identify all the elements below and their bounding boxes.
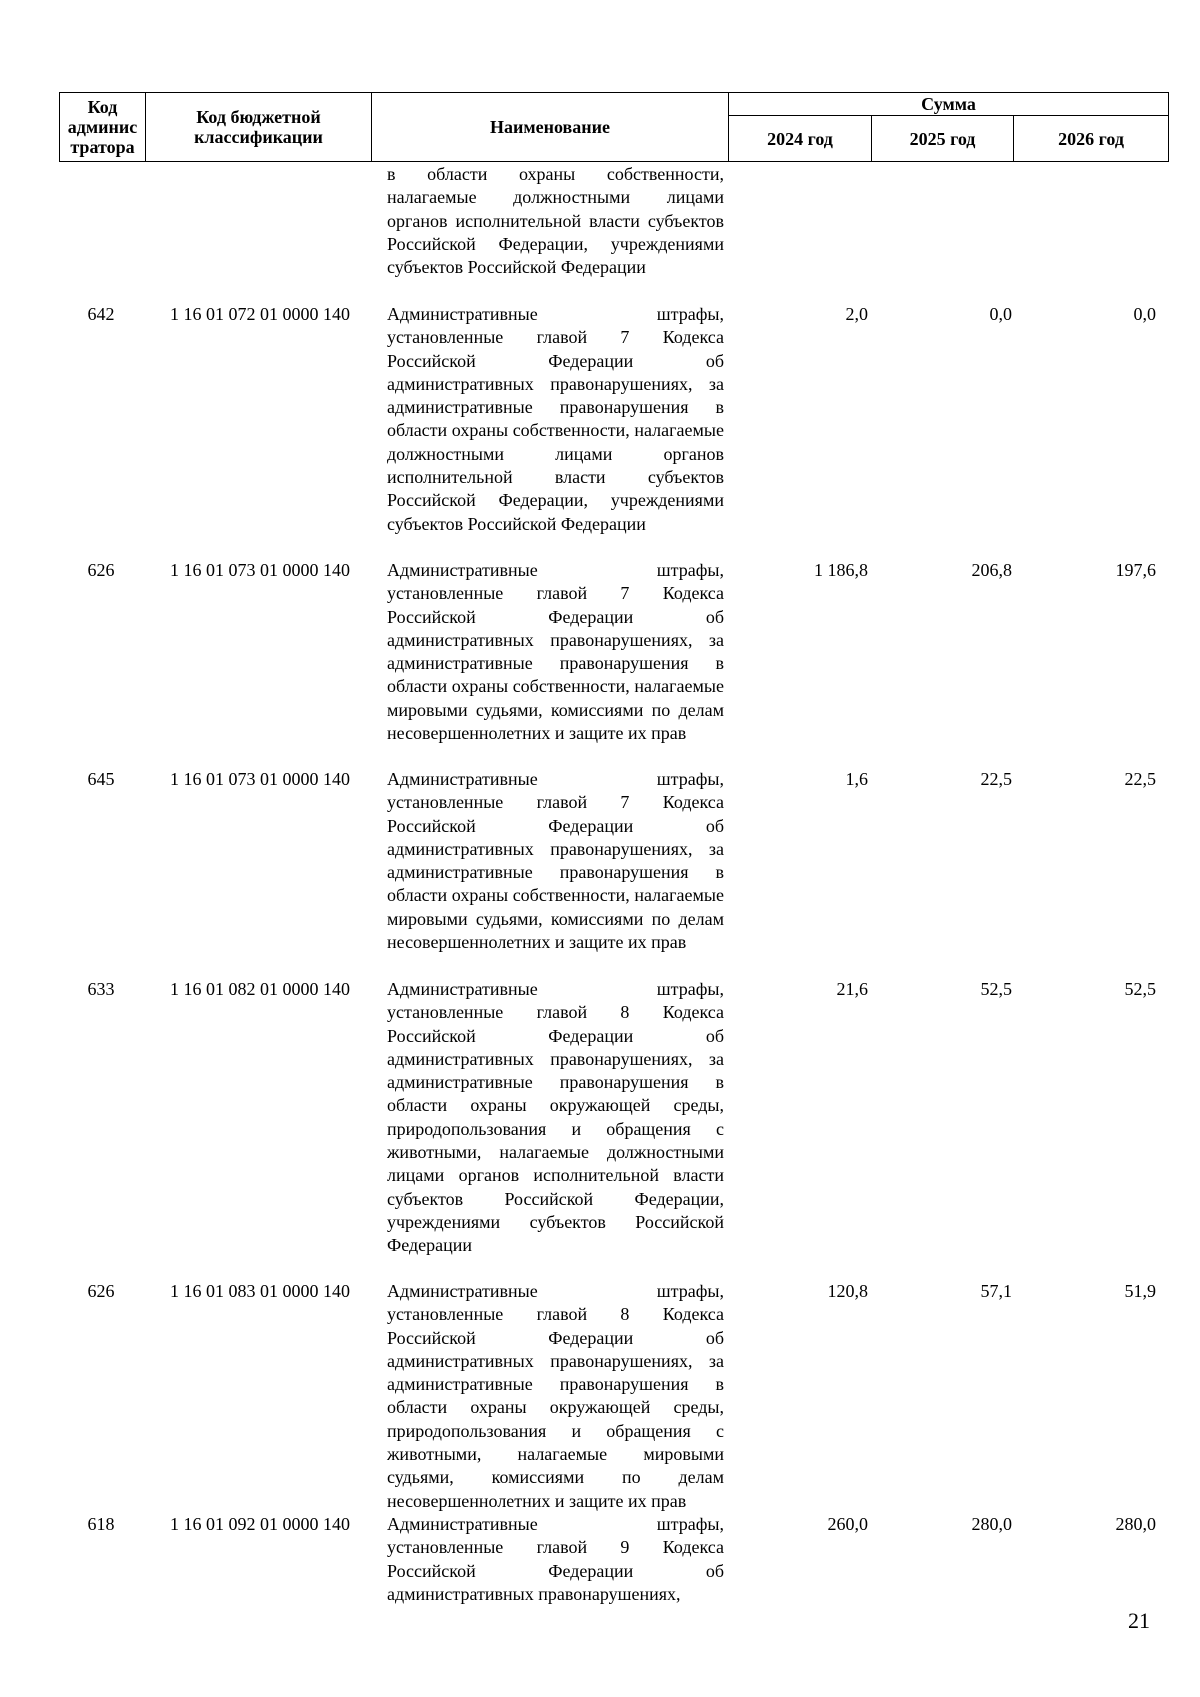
amount-2026: 280,0 (1115, 1514, 1156, 1534)
header-budget-code: Код бюджетной классификации (146, 93, 372, 162)
amount-2025: 22,5 (980, 769, 1012, 789)
header-year-2026: 2026 год (1014, 116, 1169, 162)
revenue-name: Административные штрафы, установленные главой 7 Кодекса Российской Федерации об административных правонарушениях, за административные правонарушения в области охраны собственности, налагаемые мировыми судьями, комиссиями по делам несовершеннолетних и защите их прав (387, 769, 724, 953)
admin-code: 618 (87, 1514, 115, 1534)
budget-code: 1 16 01 073 01 0000 140 (170, 560, 350, 580)
amount-2026: 22,5 (1124, 769, 1156, 789)
amount-2024: 1 186,8 (814, 560, 868, 580)
amount-2026: 51,9 (1124, 1281, 1156, 1301)
amount-2024: 120,8 (827, 1281, 868, 1301)
revenue-name: Административные штрафы, установленные главой 7 Кодекса Российской Федерации об административных правонарушениях, за административные правонарушения в области охраны собственности, налагаемые должностными лицами органов исполнительной власти субъектов Российской Федерации, учреждениями субъектов Российской Федерации (387, 304, 724, 534)
table-header (59, 92, 1169, 162)
revenue-name: Административные штрафы, установленные главой 8 Кодекса Российской Федерации об административных правонарушениях, за административные правонарушения в области охраны окружающей среды, природопользования и обращения с животными, налагаемые должностными лицами органов исполнительной власти субъектов Российской Федерации, учреждениями субъектов Российской Федерации (387, 979, 724, 1256)
amount-2025: 57,1 (980, 1281, 1012, 1301)
budget-code: 1 16 01 083 01 0000 140 (170, 1281, 350, 1301)
revenue-name: Административные штрафы, установленные главой 8 Кодекса Российской Федерации об административных правонарушениях, за административные правонарушения в области охраны окружающей среды, природопользования и обращения с животными, налагаемые мировыми судьями, комиссиями по делам несовершеннолетних и защите их прав (387, 1281, 724, 1511)
amount-2026: 197,6 (1115, 560, 1156, 580)
revenue-name: Административные штрафы, установленные главой 7 Кодекса Российской Федерации об административных правонарушениях, за административные правонарушения в области охраны собственности, налагаемые мировыми судьями, комиссиями по делам несовершеннолетних и защите их прав (387, 560, 724, 744)
amount-2024: 2,0 (845, 304, 868, 324)
admin-code: 633 (87, 979, 115, 999)
amount-2025: 52,5 (980, 979, 1012, 999)
amount-2025: 0,0 (989, 304, 1012, 324)
continuation-name: в области охраны собственности, налагаемые должностными лицами органов исполнительной власти субъектов Российской Федерации, учреждениями субъектов Российской Федерации (387, 164, 724, 278)
amount-2024: 21,6 (836, 979, 868, 999)
budget-code: 1 16 01 082 01 0000 140 (170, 979, 350, 999)
admin-code: 626 (87, 560, 115, 580)
header-year-2025: 2025 год (872, 116, 1014, 162)
page-number: 21 (1128, 1608, 1150, 1633)
amount-2025: 206,8 (971, 560, 1012, 580)
header-sum: Сумма (729, 93, 1169, 116)
amount-2024: 260,0 (827, 1514, 868, 1534)
header-year-2024: 2024 год (729, 116, 872, 162)
amount-2026: 52,5 (1124, 979, 1156, 999)
amount-2025: 280,0 (971, 1514, 1012, 1534)
budget-code: 1 16 01 072 01 0000 140 (170, 304, 350, 324)
amount-2026: 0,0 (1133, 304, 1156, 324)
revenue-name: Административные штрафы, установленные главой 9 Кодекса Российской Федерации об административных правонарушениях, (387, 1514, 724, 1604)
amount-2024: 1,6 (845, 769, 868, 789)
admin-code: 642 (87, 304, 115, 324)
budget-code: 1 16 01 092 01 0000 140 (170, 1514, 350, 1534)
admin-code: 645 (87, 769, 115, 789)
admin-code: 626 (87, 1281, 115, 1301)
header-name: Наименование (372, 93, 729, 162)
budget-code: 1 16 01 073 01 0000 140 (170, 769, 350, 789)
header-admin-code: Код админис тратора (60, 93, 146, 162)
